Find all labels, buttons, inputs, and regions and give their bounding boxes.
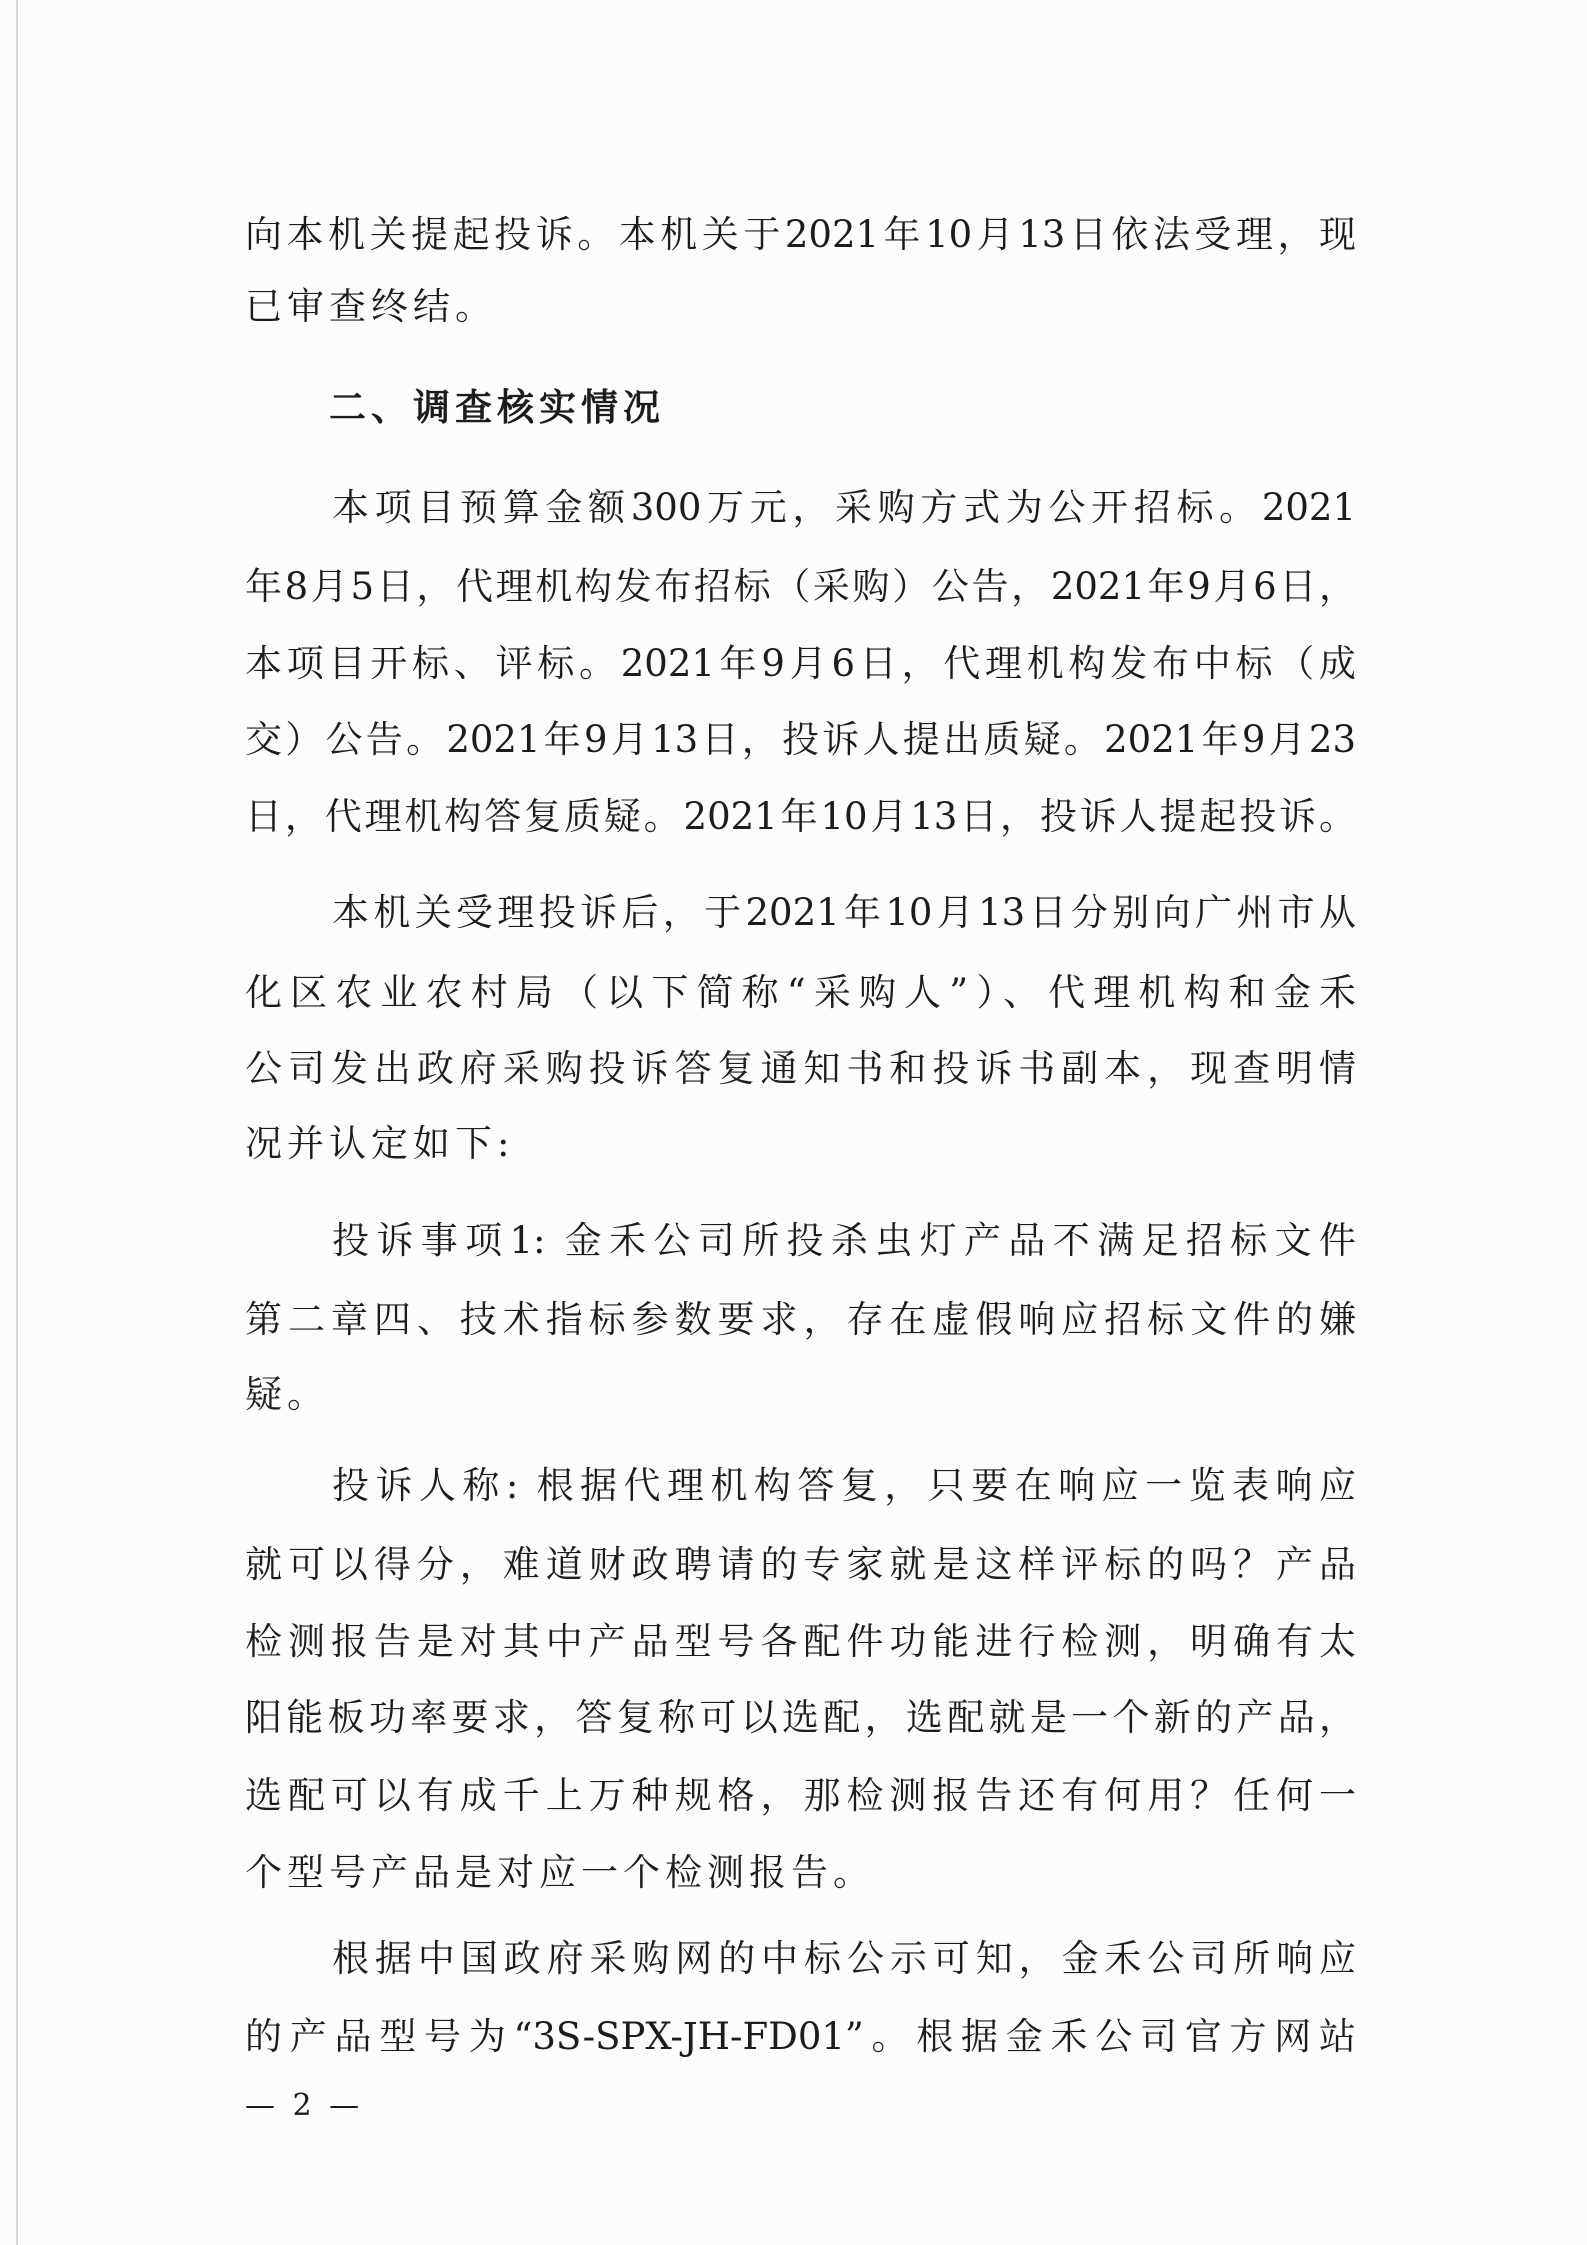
body-text-line: 第二章四、技术指标参数要求，存在虚假响应招标文件的嫌 xyxy=(245,1298,1356,1341)
body-text-line: 本项目开标、评标。2021年9月6日，代理机构发布中标（成 xyxy=(245,642,1356,685)
body-text-line: 就可以得分，难道财政聘请的专家就是这样评标的吗？产品 xyxy=(245,1543,1356,1586)
body-text-line: 检测报告是对其中产品型号各配件功能进行检测，明确有太 xyxy=(245,1620,1356,1663)
body-text-line: 向本机关提起投诉。本机关于2021年10月13日依法受理，现 xyxy=(245,213,1356,256)
body-text-line: 交）公告。2021年9月13日，投诉人提出质疑。2021年9月23 xyxy=(245,718,1356,761)
body-text-line: 投诉事项1: 金禾公司所投杀虫灯产品不满足招标文件 xyxy=(332,1219,1356,1262)
body-text-line: 公司发出政府采购投诉答复通知书和投诉书副本，现查明情 xyxy=(245,1047,1356,1090)
body-text-line: 年8月5日，代理机构发布招标（采购）公告，2021年9月6日， xyxy=(245,565,1356,608)
body-text-line: 日，代理机构答复质疑。2021年10月13日，投诉人提起投诉。 xyxy=(245,795,1356,838)
section-heading: 二、调查核实情况 xyxy=(329,386,665,429)
body-text-line: 的产品型号为“3S-SPX-JH-FD01”。根据金禾公司官方网站 xyxy=(245,2015,1356,2058)
body-text-line: 个型号产品是对应一个检测报告。 xyxy=(245,1851,875,1894)
body-text-line: 已审查终结。 xyxy=(245,285,497,328)
body-text-line: 本项目预算金额300万元，采购方式为公开招标。2021 xyxy=(332,486,1356,529)
body-text-line: 疑。 xyxy=(245,1373,329,1416)
body-text-line: 根据中国政府采购网的中标公示可知，金禾公司所响应 xyxy=(332,1937,1356,1980)
body-text-line: 投诉人称: 根据代理机构答复，只要在响应一览表响应 xyxy=(332,1464,1356,1507)
body-text-line: 阳能板功率要求，答复称可以选配，选配就是一个新的产品， xyxy=(245,1696,1356,1739)
scan-edge-line xyxy=(16,0,18,2245)
body-text-line: 选配可以有成千上万种规格，那检测报告还有何用？任何一 xyxy=(245,1774,1356,1817)
body-text-line: 况并认定如下: xyxy=(245,1122,515,1165)
body-text-line: 化区农业农村局（以下简称“采购人”）、代理机构和金禾 xyxy=(245,971,1356,1014)
page-number: — 2 — xyxy=(245,2088,364,2123)
body-text-line: 本机关受理投诉后，于2021年10月13日分别向广州市从 xyxy=(332,891,1356,934)
